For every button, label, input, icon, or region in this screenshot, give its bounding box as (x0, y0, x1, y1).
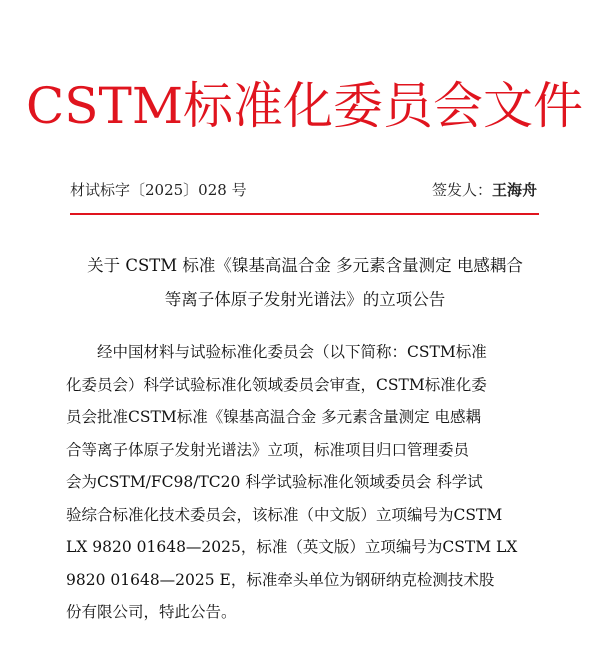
signer-name: 王海舟 (491, 181, 537, 199)
body-line: 份有限公司，特此公告。 (66, 603, 237, 621)
body-line: 9820 01648—2025 E，标准牵头单位为钢研纳克检测技术股 (66, 570, 495, 589)
signer-block (432, 179, 537, 201)
body-line: 化委员会）科学试验标准化领域委员会审查，CSTM标准化委 (66, 375, 487, 394)
body-line: 会为CSTM/FC98/TC20 科学试验标准化领域委员会 科学试 (66, 473, 483, 491)
body-line: 验综合标准化技术委员会，该标准（中文版）立项编号为CSTM (66, 505, 503, 524)
body-line: 合等离子体原子发射光谱法》立项，标准项目归口管理委员 (66, 440, 470, 459)
signer-label: 签发人： (431, 181, 492, 199)
body-line: 员会批准CSTM标准《镍基高温合金 多元素含量测定 电感耦 (66, 408, 482, 426)
subject-line: 关于 CSTM 标准《镍基高温合金 多元素含量测定 电感耦合 (87, 256, 523, 275)
subject-line: 等离子体原子发射光谱法》的立项公告 (164, 290, 446, 309)
document-header-title: CSTM标准化委员会文件 (25, 77, 584, 135)
header-divider (70, 213, 539, 215)
announcement-body (66, 336, 544, 629)
body-line: 经中国材料与试验标准化委员会（以下简称：CSTM标准 (97, 343, 487, 361)
body-line: LX 9820 01648—2025，标准（英文版）立项编号为CSTM LX (66, 538, 518, 556)
document-number: 材试标字〔2025〕028 号 (70, 181, 247, 199)
announcement-subject (60, 249, 550, 317)
